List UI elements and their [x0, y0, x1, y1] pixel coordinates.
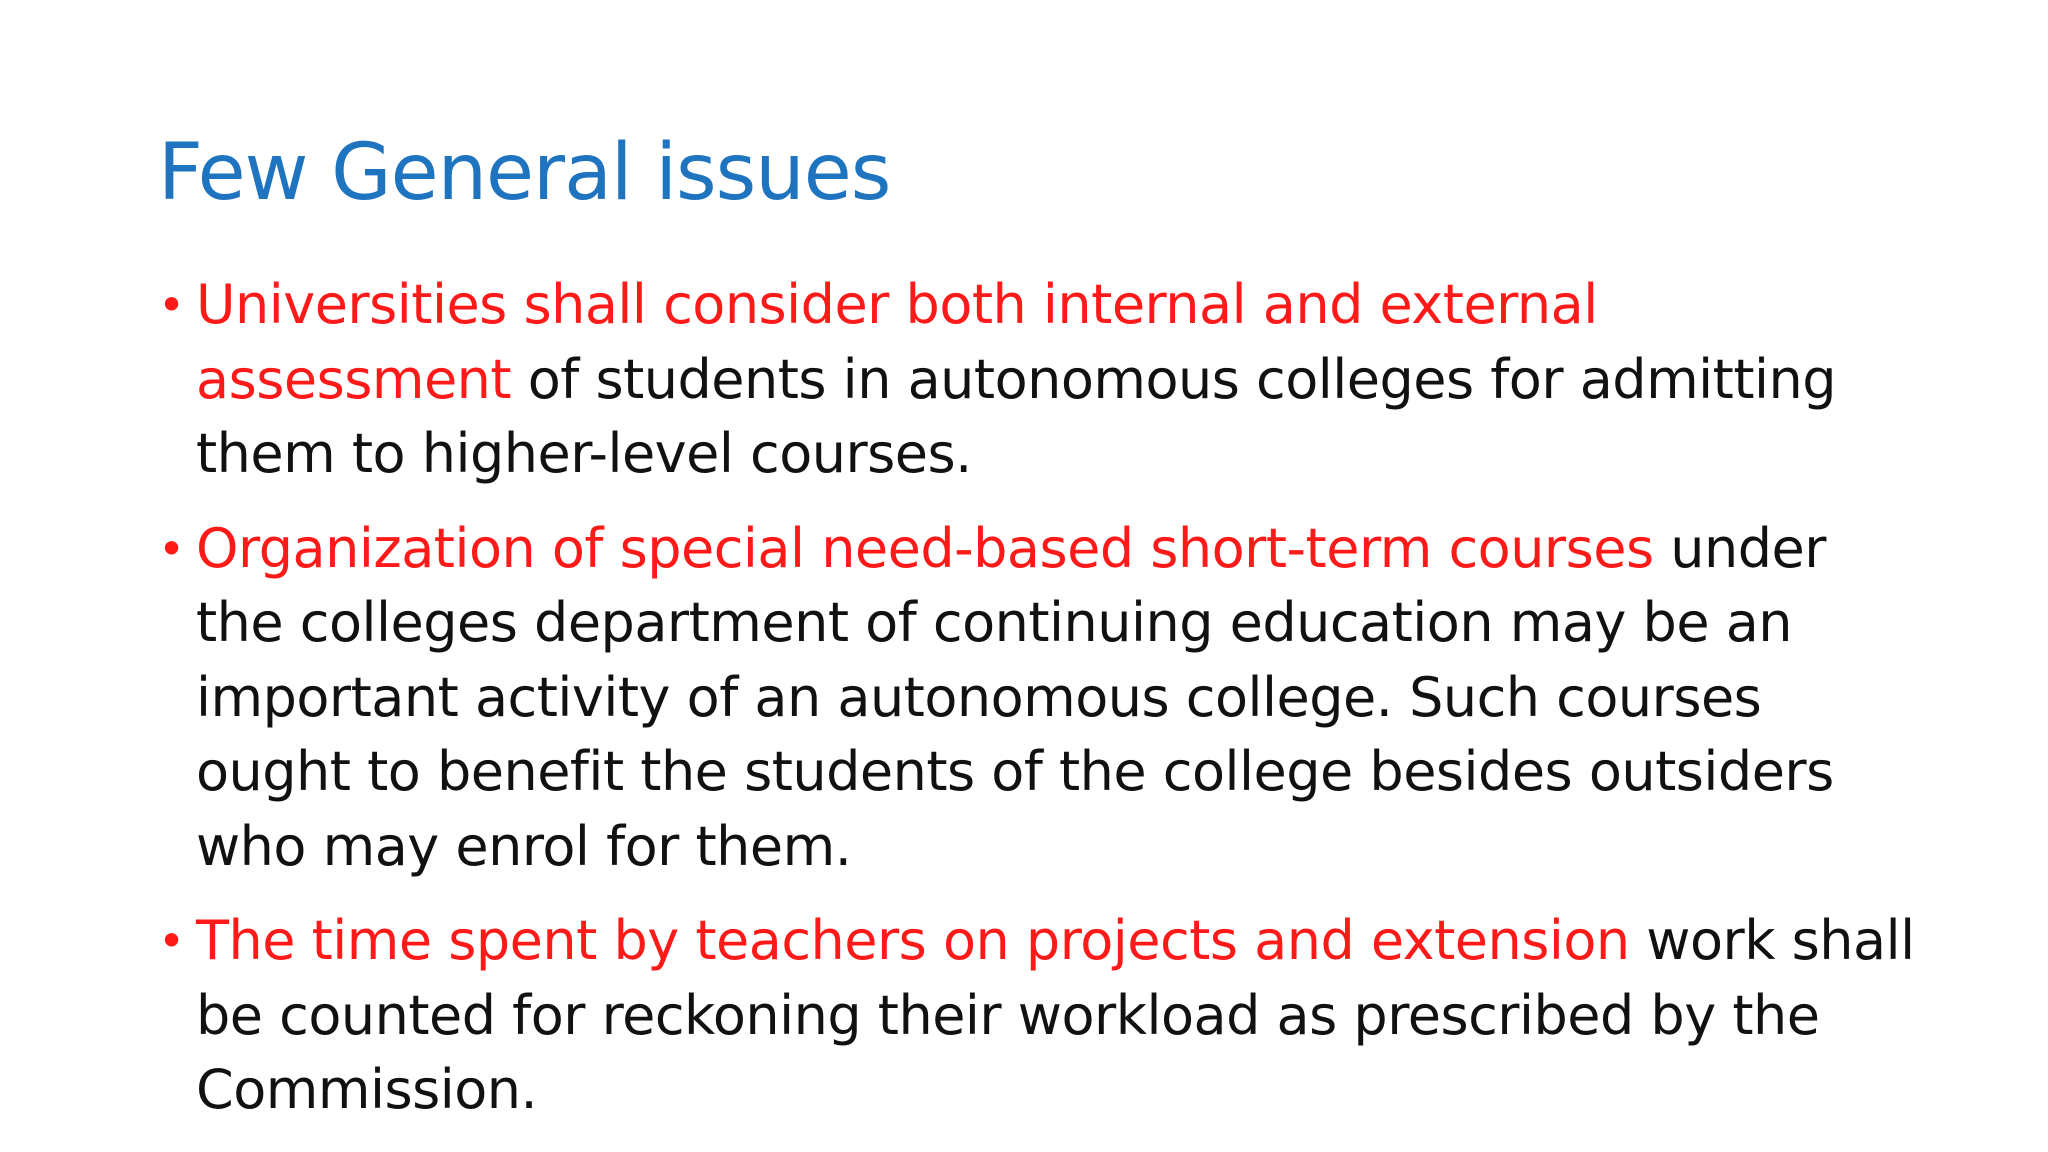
- bullet-dot-icon: •: [158, 278, 185, 332]
- bullet-body-text: of students in autonomous colleges for admitting them to higher-level courses.: [196, 347, 1837, 485]
- bullet-dot-icon: •: [158, 914, 185, 968]
- bullet-body-text: under the colleges department of continuing education may be an important activity of an autonomous college. Such courses ought to benefit the students of the college besides outsiders who may enrol for them.: [196, 516, 1834, 878]
- bullet-dot-icon: •: [158, 521, 185, 576]
- bullet-list: [158, 268, 1918, 1128]
- bullet-emphasis-text: The time spent by teachers on projects and extension: [196, 909, 1630, 972]
- bullet-item: [158, 904, 1918, 1128]
- slide-title: Few General issues: [158, 128, 891, 218]
- bullet-emphasis-text: Organization of special need-based short-term courses: [196, 516, 1654, 580]
- bullet-item: [158, 268, 1918, 492]
- bullet-emphasis-text: Universities shall consider both internal and external assessment: [196, 273, 1598, 411]
- bullet-item: [158, 512, 1918, 885]
- bullet-body-text: work shall be counted for reckoning their workload as prescribed by the Commission.: [196, 909, 1915, 1121]
